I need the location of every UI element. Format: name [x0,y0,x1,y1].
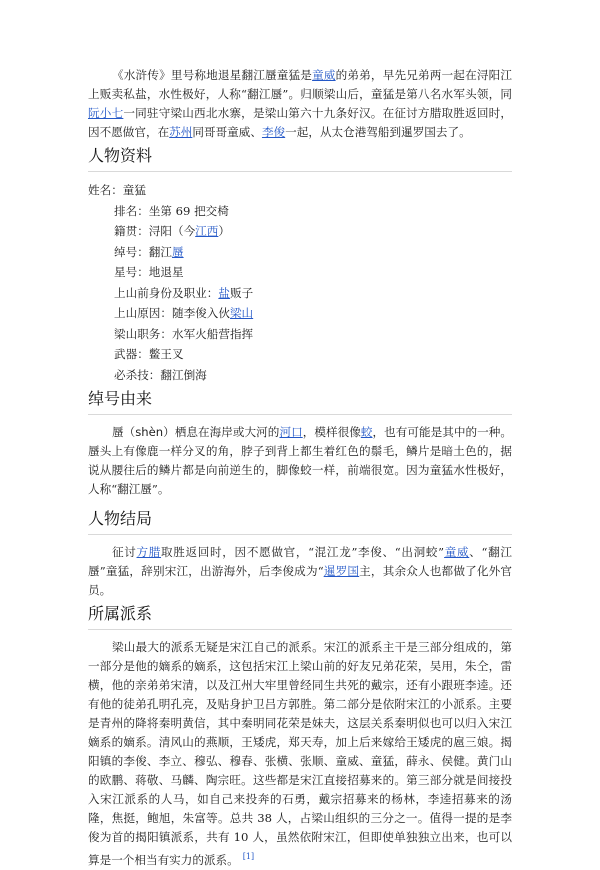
profile-job: 上山前身份及职业：盐贩子 [114,285,254,300]
link-xianluo[interactable]: 暹罗国 [323,564,360,578]
section-divider [88,534,512,535]
pinyin: shèn [135,425,164,439]
nickname-paragraph: 蜃（shèn）栖息在海岸或大河的河口，模样很像蛟，也有可能是其中的一种。蜃头上有像鹿一样分叉的角，脖子到背上都生着红色的鬃毛，鳞片是暗土色的，据说从腰往后的鳞片都是向前逆生的，脚像蛟一样，前端很宽。因为童猛水性极好，人称“翻江蜃”。 [88,425,512,496]
link-jiangxi[interactable]: 江西 [195,224,219,238]
profile-star: 星号：地退星 [114,265,184,279]
profile-origin: 籍贯：浔阳（今江西） [114,224,230,238]
profile-rank: 排名：坐第 69 把交椅 [114,203,229,218]
section-divider [88,629,512,630]
ending-paragraph: 征讨方腊取胜返回时，因不愿做官，“混江龙”李俊、“出洞蛟”童威、“翻江蜃”童猛，辞别宋江，出游海外，后李俊成为“暹罗国主，其余众人也都做了化外官员。 [88,545,512,597]
profile-list [88,180,512,385]
profile-duty: 梁山职务：水军火船营指挥 [114,326,254,341]
intro-text: 一同驻守梁山西北水寨，是梁山第六十九条好汉。在征讨方腊取胜返回时，因不愿做官，在 [88,106,512,139]
article-content [88,66,512,870]
intro-text: 同哥哥童威、 [192,125,262,139]
intro-text: 的弟弟，早先兄弟两一起在浔阳江上贩卖私盐，水性极好，人称“翻江蜃”。归顺梁山后，童猛是第八名水军头领，同 [88,68,512,101]
section-divider [88,414,512,415]
profile-nickname: 绰号：翻江蜃 [114,244,184,259]
intro-paragraph [88,66,512,142]
section-title-profile: 人物资料 [88,146,153,165]
profile-weapon: 武器：鳖王叉 [114,347,184,361]
link-shen[interactable]: 蜃 [171,244,184,259]
section-title-faction: 所属派系 [88,604,153,623]
profile-name: 姓名：童猛 [88,183,146,197]
reference-link[interactable]: [1] [242,852,255,861]
link-tongwei-2[interactable]: 童威 [444,545,470,559]
intro-text: 《水浒传》里号称地退星翻江蜃童猛是 [112,68,313,82]
profile-reason: 上山原因：随李俊入伙梁山 [114,306,254,320]
link-ruanxiaoqi[interactable]: 阮小七 [88,106,124,120]
link-yan[interactable]: 盐 [218,285,230,300]
link-fangla[interactable]: 方腊 [136,545,162,559]
section-divider [88,171,512,172]
faction-paragraph: 梁山最大的派系无疑是宋江自己的派系。宋江的派系主干是三部分组成的，第一部分是他的嫡系的嫡系，这包括宋江上梁山前的好友兄弟花荣，吴用，朱仝，雷横，他的亲弟弟宋清，以及江州大牢里曾经同生共死的戴宗，还有小跟班李逵。还有他的徒弟孔明孔亮，及贴身护卫吕方郭胜。第二部分是依附宋江的小派系。主要是青州的降将秦明黄信，其中秦明同花荣是妹夫，这层关系秦明似也可以归入宋江嫡系的嫡系。清风山的燕顺，王矮虎，郑天寿，加上后来嫁给王矮虎的扈三娘。揭阳镇的李俊、李立、穆弘、穆春、张横、张顺、童威、童猛，薛永、侯健。黄门山的欧鹏、蒋敬、马麟、陶宗旺。这些都是宋江直接招募来的。第三部分就是间接投入宋江派系的人马，如自己来投奔的石勇，戴宗招募来的杨林，李逵招募来的汤隆，焦挺，鲍旭，朱富等。总共 38 人，占梁山组织的三分之一。值得一提的是李俊为首的揭阳镇派系，共有 10 人，虽然依附宋江，但即使单独独立出来，也可以算是一个相当有实力的派系。 [1] [88,640,512,867]
section-title-ending: 人物结局 [88,509,153,528]
link-hekou[interactable]: 河口 [279,425,303,439]
link-suzhou[interactable]: 苏州 [169,125,193,139]
link-liangshan[interactable]: 梁山 [229,306,254,320]
profile-skill: 必杀技：翻江倒海 [114,367,207,382]
link-tongwei[interactable]: 童威 [312,68,336,82]
section-title-nickname: 绰号由来 [88,389,153,408]
intro-text: 一起，从太仓港驾船到暹罗国去了。 [285,125,471,139]
link-lijun[interactable]: 李俊 [261,125,286,139]
link-jiao[interactable]: 蛟 [360,425,373,439]
